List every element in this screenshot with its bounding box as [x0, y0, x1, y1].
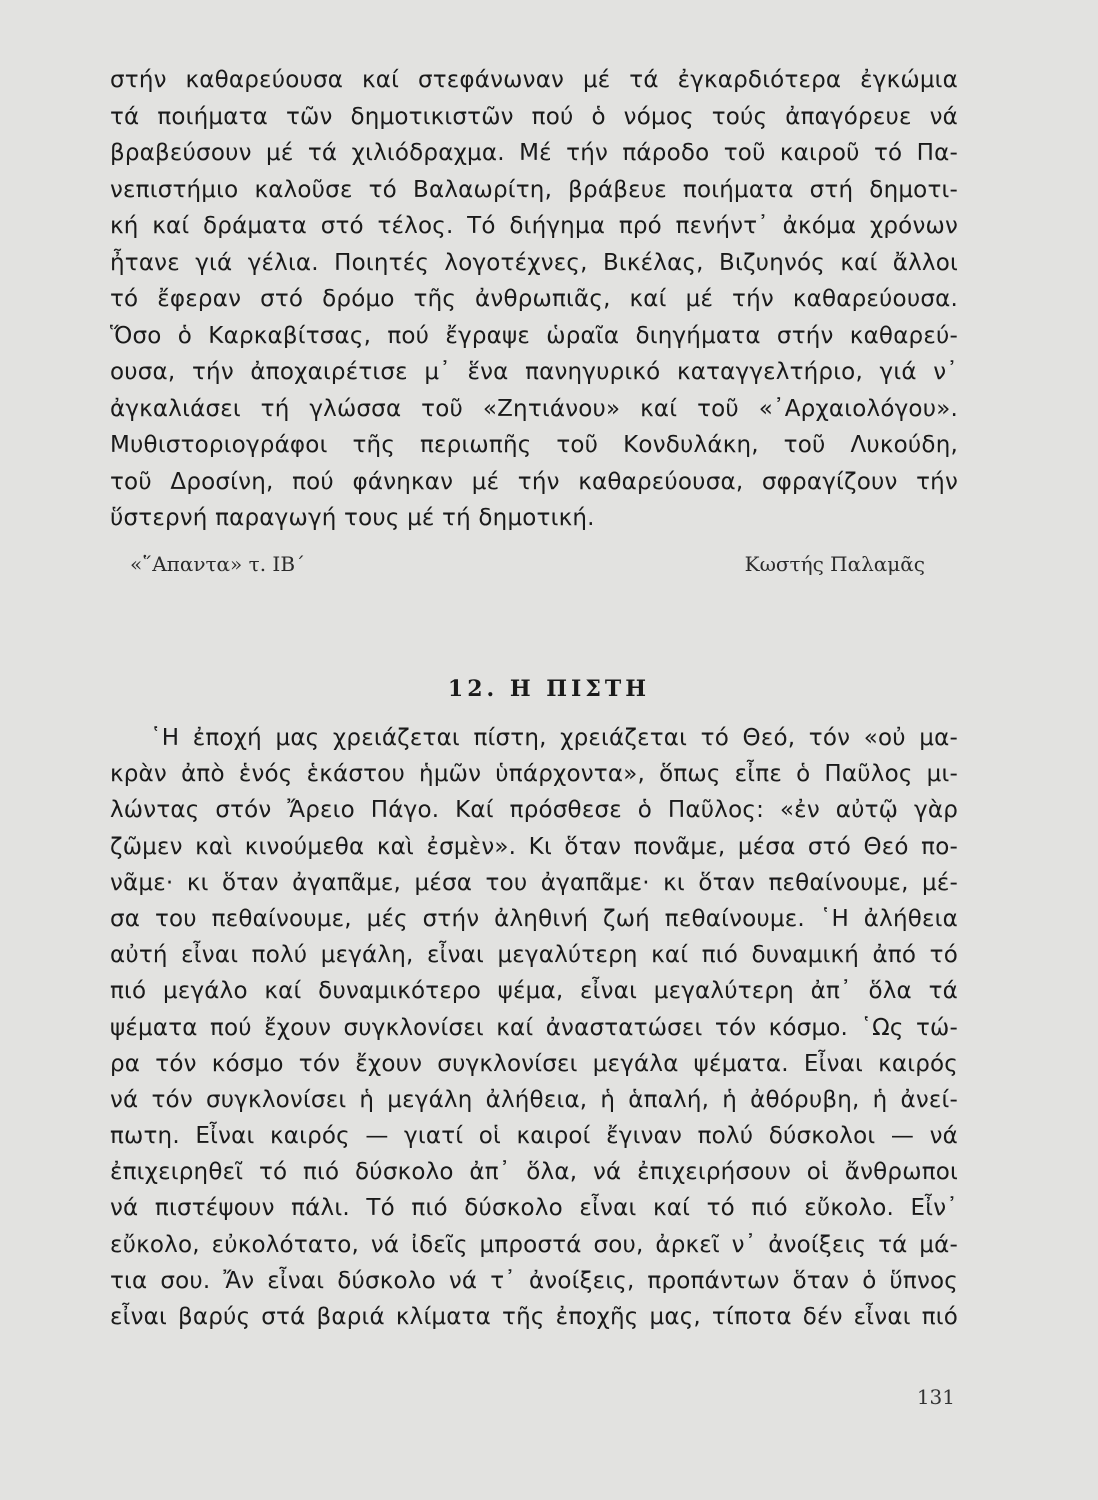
text-line: κή καί δράματα στό τέλος. Τό διήγημα πρό πενήντ᾽ ἀκόμα χρόνων [110, 213, 958, 239]
text-line: ζῶμεν καὶ κινούμεθα καὶ ἐσμὲν». Κι ὅταν πονᾶμε, μέσα στό Θεό πο- [110, 833, 958, 860]
text-line: ρα τόν κόσμο τόν ἔχουν συγκλονίσει μεγάλα ψέματα. Εἶναι καιρός [110, 1050, 958, 1077]
citation-source: «῞Απαντα» τ. ΙΒ΄ [130, 552, 306, 576]
page-number: 131 [916, 1385, 955, 1409]
text-line: πιό μεγάλο καί δυναμικότερο ψέμα, εἶναι μεγαλύτερη ἀπ᾽ ὅλα τά [110, 978, 958, 1005]
paragraph-palamas-excerpt [110, 62, 958, 537]
text-line: εὔκολο, εὐκολότατο, νά ἰδεῖς μπροστά σου, ἀρκεῖ ν᾽ ἀνοίξεις τά μά- [110, 1231, 958, 1258]
text-line: ἀγκαλιάσει τή γλώσσα τοῦ «Ζητιάνου» καί τοῦ «᾽Αρχαιολόγου». [110, 395, 958, 422]
text-line: τια σου. Ἄν εἶναι δύσκολο νά τ᾽ ἀνοίξεις, προπάντων ὅταν ὁ ὕπνος [110, 1267, 958, 1294]
text-line: Μυθιστοριογράφοι τῆς περιωπῆς τοῦ Κονδυλάκη, τοῦ Λυκούδη, [110, 432, 958, 458]
text-line: ἦτανε γιά γέλια. Ποιητές λογοτέχνες, Βικέλας, Βιζυηνός καί ἄλλοι [110, 249, 958, 276]
text-line: νεπιστήμιο καλοῦσε τό Βαλαωρίτη, βράβευε ποιήματα στή δημοτι- [110, 176, 958, 203]
text-line: αὐτή εἶναι πολύ μεγάλη, εἶναι μεγαλύτερη καί πιό δυναμική ἀπό τό [110, 942, 958, 969]
text-line: ουσα, τήν ἀποχαιρέτισε μ᾽ ἕνα πανηγυρικό καταγγελτήριο, γιά ν᾽ [110, 359, 958, 385]
text-line: σα του πεθαίνουμε, μές στήν ἀληθινή ζωή πεθαίνουμε. ῾Η ἀλήθεια [110, 905, 958, 932]
paragraph-faith [110, 720, 958, 1335]
text-line: στήν καθαρεύουσα καί στεφάνωναν μέ τά ἐγκαρδιότερα ἐγκώμια [110, 67, 958, 93]
citation [130, 552, 925, 580]
citation-author: Κωστής Παλαμᾶς [744, 552, 925, 576]
text-line: βραβεύσουν μέ τά χιλιόδραχμα. Μέ τήν πάροδο τοῦ καιροῦ τό Πα- [110, 140, 958, 166]
text-line: λώντας στόν Ἄρειο Πάγο. Καί πρόσθεσε ὁ Παῦλος: «ἐν αὐτῷ γὰρ [110, 797, 958, 824]
text-line: νᾶμε· κι ὅταν ἀγαπᾶμε, μέσα του ἀγαπᾶμε· κι ὅταν πεθαίνουμε, μέ- [110, 869, 958, 896]
text-line: τοῦ Δροσίνη, πού φάνηκαν μέ τήν καθαρεύουσα, σφραγίζουν τήν [110, 468, 958, 495]
section-heading: 12. Η ΠΙΣΤΗ [447, 676, 651, 702]
text-line: τό ἔφεραν στό δρόμο τῆς ἀνθρωπιᾶς, καί μέ τήν καθαρεύουσα. [110, 286, 958, 312]
text-line: ὕστερνή παραγωγή τους μέ τή δημοτική. [110, 505, 595, 531]
text-line: νά πιστέψουν πάλι. Τό πιό δύσκολο εἶναι καί τό πιό εὔκολο. Εἶν᾽ [110, 1195, 958, 1222]
text-line: πωτη. Εἶναι καιρός — γιατί οἱ καιροί ἔγιναν πολύ δύσκολοι — νά [110, 1123, 958, 1150]
text-line: ῾Η ἐποχή μας χρειάζεται πίστη, χρειάζεται τό Θεό, τόν «οὐ μα- [150, 725, 958, 751]
text-line: κρὰν ἀπὸ ἑνός ἑκάστου ἡμῶν ὑπάρχοντα», ὅπως εἶπε ὁ Παῦλος μι- [110, 761, 958, 788]
text-line: ψέματα πού ἔχουν συγκλονίσει καί ἀναστατώσει τόν κόσμο. ῾Ως τώ- [110, 1014, 958, 1041]
text-line: Ὅσο ὁ Καρκαβίτσας, πού ἔγραψε ὡραῖα διηγήματα στήν καθαρεύ- [110, 322, 958, 349]
text-line: τά ποιήματα τῶν δημοτικιστῶν πού ὁ νόμος τούς ἀπαγόρευε νά [110, 103, 958, 130]
text-line: εἶναι βαρύς στά βαριά κλίματα τῆς ἐποχῆς μας, τίποτα δέν εἶναι πιό [110, 1304, 958, 1330]
text-line: ἐπιχειρηθεῖ τό πιό δύσκολο ἀπ᾽ ὅλα, νά ἐπιχειρήσουν οἱ ἄνθρωποι [110, 1159, 958, 1186]
text-line: νά τόν συγκλονίσει ἡ μεγάλη ἀλήθεια, ἡ ἁπαλή, ἡ ἀθόρυβη, ἡ ἀνεί- [110, 1086, 958, 1113]
